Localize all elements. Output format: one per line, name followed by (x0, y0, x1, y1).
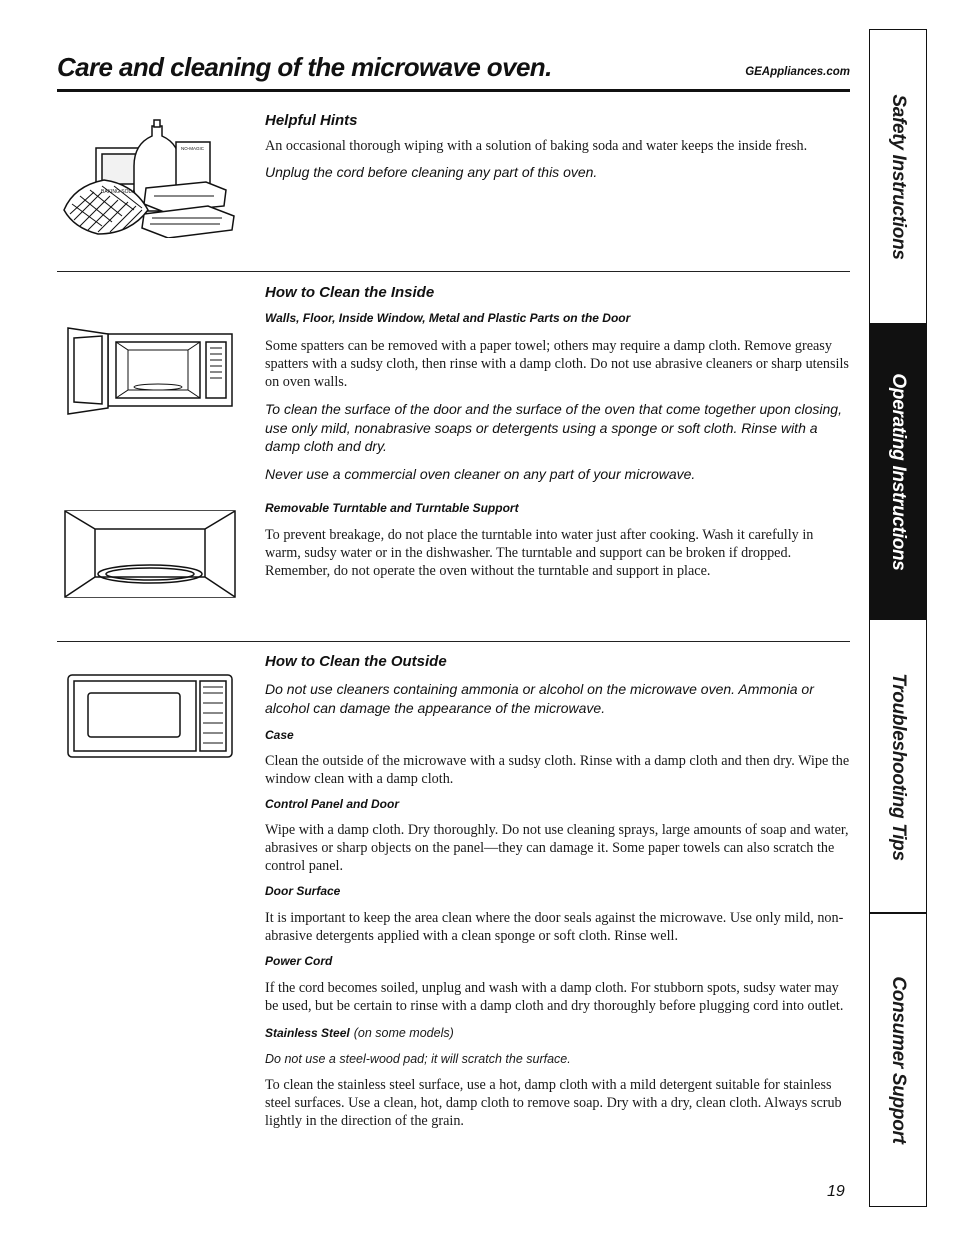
door-surface-note: To clean the surface of the door and the surface of the oven that come together upon closing, use only mild, nonabrasive soaps or detergents using a sponge or soft cloth. Rinse with a damp cloth and dry. (265, 401, 842, 454)
page-number: 19 (827, 1183, 845, 1200)
door-surface-text: It is important to keep the area clean where the door seals against the microwave. Use only mild, non-abrasive detergents applied with a clean sponge or soft cloth. Rinse well. (265, 910, 844, 944)
tab-label: Safety Instructions (888, 93, 909, 260)
helpful-hints-section (265, 112, 851, 182)
cleaner-box-label: NO-MAGIC (181, 146, 204, 151)
walls-subheading: Walls, Floor, Inside Window, Metal and Plastic Parts on the Door (265, 311, 631, 325)
unplug-note: Unplug the cord before cleaning any part of this oven. (265, 164, 598, 180)
tab-troubleshooting-tips[interactable] (870, 620, 926, 913)
website-url: GEAppliances.com (745, 66, 850, 78)
turntable-illustration (64, 510, 236, 598)
tab-consumer-support[interactable] (870, 914, 926, 1206)
clean-outside-heading: How to Clean the Outside (265, 653, 447, 670)
page-title: Care and cleaning of the microwave oven. (57, 52, 552, 82)
clean-outside-section (265, 653, 851, 1130)
section-divider (57, 641, 850, 642)
tab-operating-instructions[interactable] (870, 323, 926, 620)
steel-wool-warning: Do not use a steel-wood pad; it will scratch the surface. (265, 1052, 571, 1066)
stainless-steel-qualifier: (on some models) (353, 1026, 454, 1040)
case-text: Clean the outside of the microwave with a sudsy cloth. Rinse with a damp cloth and then dry. Wipe the window clean with a damp cloth. (265, 753, 850, 787)
clean-inside-heading: How to Clean the Inside (265, 284, 435, 301)
cleaning-supplies-illustration (60, 118, 240, 238)
header-rule (57, 89, 850, 92)
power-cord-subheading: Power Cord (265, 954, 333, 968)
clean-inside-section (265, 284, 851, 580)
stainless-steel-label: Stainless Steel (265, 1026, 350, 1040)
stainless-steel-subheading (265, 1024, 851, 1042)
ammonia-warning: Do not use cleaners containing ammonia or alcohol on the microwave oven. Ammonia or alcohol can damage the appearance of the microwave. (265, 681, 814, 716)
tab-label: Operating Instructions (888, 372, 909, 571)
baking-soda-label: BAKING SODA (101, 189, 136, 195)
section-divider (57, 271, 850, 272)
open-microwave-illustration (64, 326, 236, 418)
tab-label: Troubleshooting Tips (888, 672, 909, 861)
control-panel-text: Wipe with a damp cloth. Dry thoroughly. Do not use cleaning sprays, large amounts of soap and water, abrasives or sharp objects on the panel—they can damage it. Some paper towels can also scratch the control panel. (265, 822, 849, 874)
helpful-hints-heading: Helpful Hints (265, 112, 358, 129)
door-surface-subheading: Door Surface (265, 884, 341, 898)
case-subheading: Case (265, 728, 294, 742)
helpful-hints-text: An occasional thorough wiping with a solution of baking soda and water keeps the inside fresh. (265, 138, 808, 154)
side-tab-bar (869, 29, 927, 1207)
turntable-subheading: Removable Turntable and Turntable Support (265, 501, 519, 515)
power-cord-text: If the cord becomes soiled, unplug and wash with a damp cloth. For stubborn spots, sudsy water may be used, but be certain to rinse with a damp cloth and dry thoroughly before plugging cord into outlet. (265, 980, 844, 1014)
oven-cleaner-warning: Never use a commercial oven cleaner on any part of your microwave. (265, 465, 696, 482)
control-panel-subheading: Control Panel and Door (265, 797, 400, 811)
stainless-steel-text: To clean the stainless steel surface, use a hot, damp cloth with a mild detergent suitable for stainless steel surfaces. Use a clean, hot, damp cloth to remove soap. Dry with a dry, clean cloth. Always scrub lightly in the direction of the grain. (265, 1077, 842, 1129)
tab-safety-instructions[interactable] (870, 30, 926, 323)
tab-label: Consumer Support (888, 976, 909, 1144)
closed-microwave-illustration (66, 673, 234, 761)
walls-text: Some spatters can be removed with a paper towel; others may require a damp cloth. Remove greasy spatters with a sudsy cloth, then rinse with a damp cloth. Do not use abrasive cleaners or sharp utensils on oven walls. (265, 338, 849, 390)
turntable-text: To prevent breakage, do not place the turntable into water just after cooking. Wash it carefully in warm, sudsy water or in the dishwasher. The turntable and support can be broken if dropped. Remember, do not operate the oven without the turntable and support in place. (265, 527, 814, 579)
